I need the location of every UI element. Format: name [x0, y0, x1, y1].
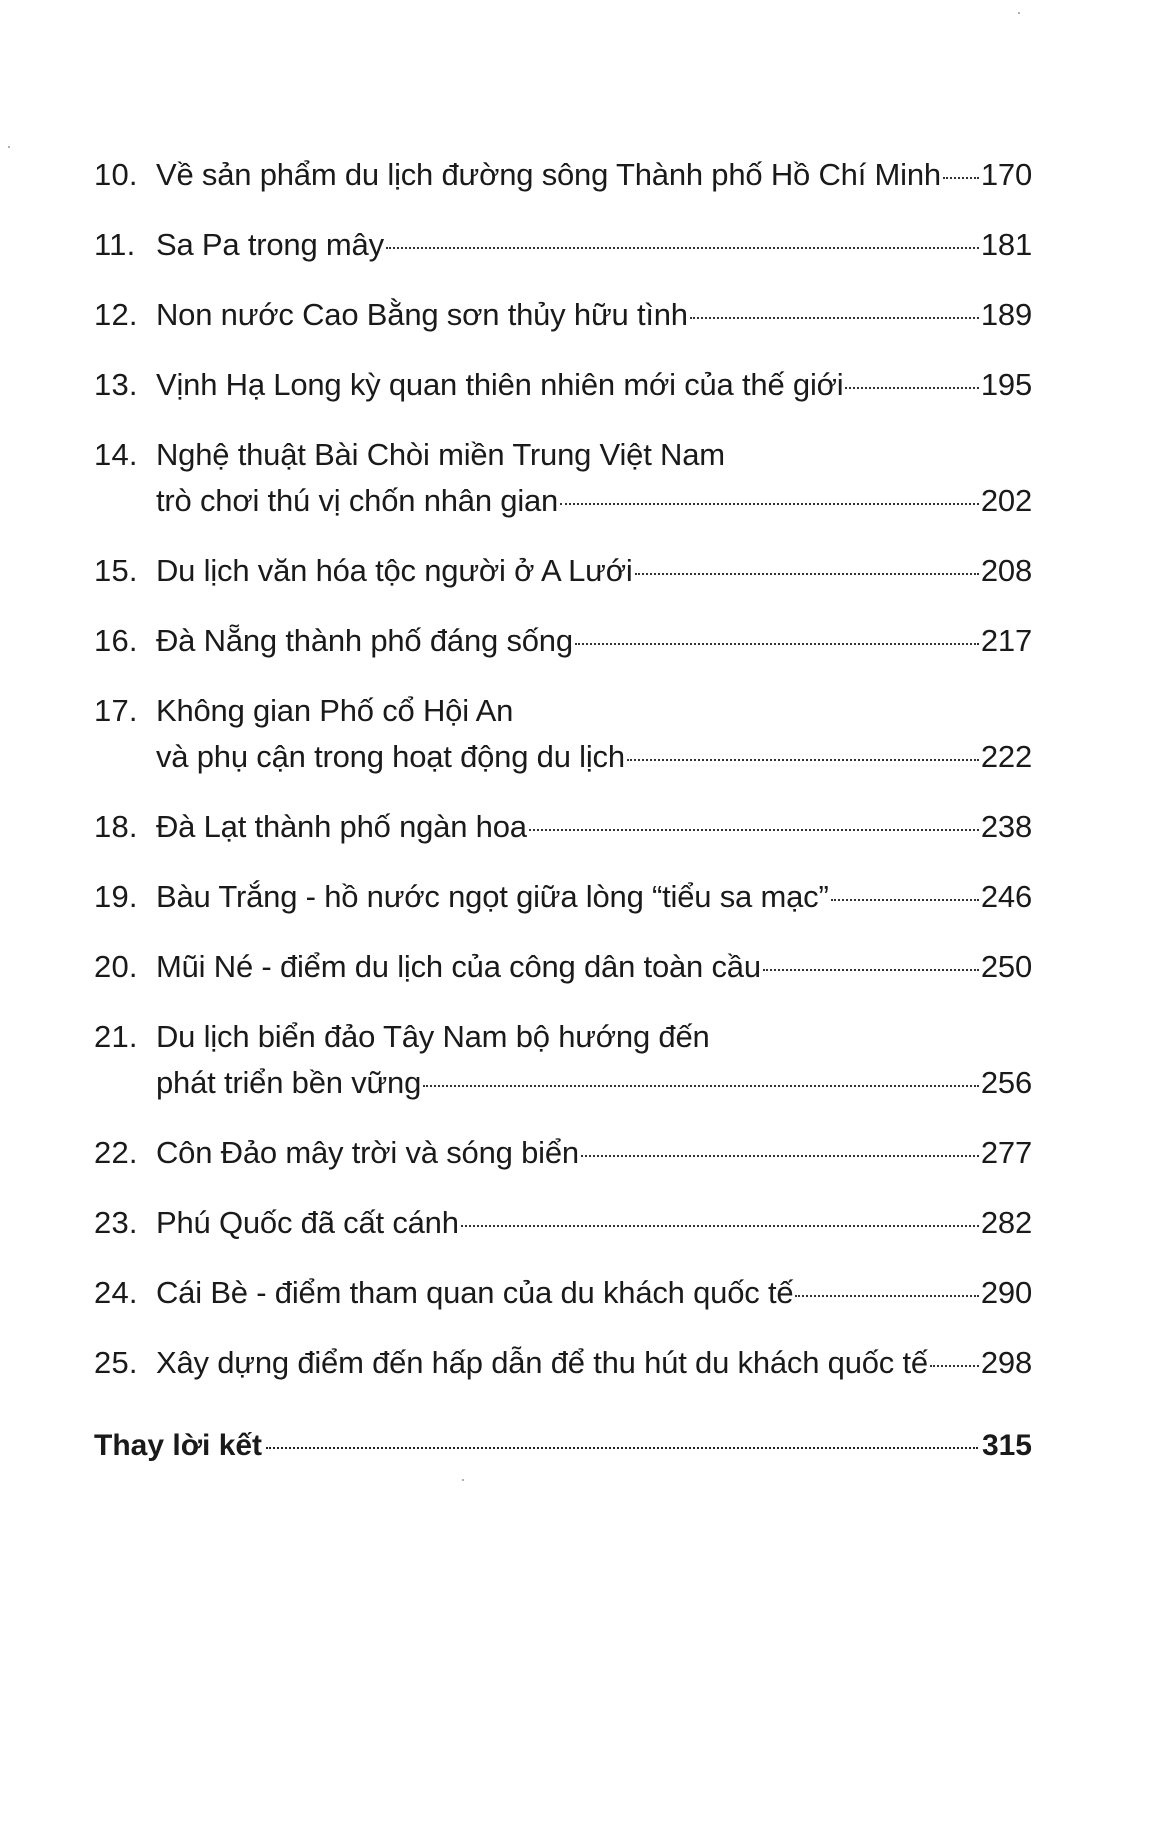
entry-title-block — [156, 1270, 1032, 1316]
toc-entry — [94, 618, 1032, 664]
entry-title-line — [156, 1060, 1032, 1106]
entry-title-text: Vịnh Hạ Long kỳ quan thiên nhiên mới của thế giới — [156, 367, 844, 402]
entry-page-number: 208 — [980, 553, 1032, 588]
entry-page-number: 189 — [980, 297, 1032, 332]
toc-entry — [94, 1340, 1032, 1386]
entry-title-text: Về sản phẩm du lịch đường sông Thành phố Hồ Chí Minh — [156, 157, 941, 192]
toc-entry — [94, 1130, 1032, 1176]
entry-title-text: phát triển bền vững — [156, 1065, 422, 1100]
entry-page-number: 238 — [980, 809, 1032, 844]
closing-title: Thay lời kết — [94, 1429, 263, 1462]
entry-title-line — [156, 1014, 1032, 1060]
entry-page-number: 290 — [980, 1275, 1032, 1310]
entry-number: 18. — [94, 809, 138, 844]
entry-number: 21. — [94, 1019, 138, 1054]
dot-leader — [795, 1291, 978, 1297]
dot-leader — [690, 313, 979, 319]
toc-entry — [94, 222, 1032, 268]
entry-title-block — [156, 944, 1032, 990]
entry-title-text: Non nước Cao Bằng sơn thủy hữu tình — [156, 297, 688, 332]
entry-title-text: và phụ cận trong hoạt động du lịch — [156, 739, 625, 774]
entry-page-number: 298 — [980, 1345, 1032, 1380]
entry-number: 24. — [94, 1275, 138, 1310]
entry-number: 20. — [94, 949, 138, 984]
entry-title-text: Mũi Né - điểm du lịch của công dân toàn cầu — [156, 949, 761, 984]
entry-number: 13. — [94, 367, 138, 402]
paper-speck — [462, 1479, 464, 1481]
entry-number: 17. — [94, 693, 138, 728]
entry-title-text: Sa Pa trong mây — [156, 227, 384, 262]
toc-entry — [94, 548, 1032, 594]
entry-title-line — [156, 618, 1032, 664]
dot-leader — [831, 895, 979, 901]
dot-leader — [581, 1151, 979, 1157]
dot-leader — [560, 499, 979, 505]
entry-title-block — [156, 1340, 1032, 1386]
entry-title-block — [156, 1200, 1032, 1246]
entry-number: 16. — [94, 623, 138, 658]
entry-title-text: Côn Đảo mây trời và sóng biển — [156, 1135, 579, 1170]
entry-title-text: Không gian Phố cổ Hội An — [156, 693, 514, 728]
entry-title-text: Du lịch biển đảo Tây Nam bộ hướng đến — [156, 1019, 710, 1054]
toc-entry — [94, 1270, 1032, 1316]
entry-number: 25. — [94, 1345, 138, 1380]
entry-title-text: Đà Lạt thành phố ngàn hoa — [156, 809, 527, 844]
dot-leader — [943, 173, 979, 179]
dot-leader — [423, 1081, 979, 1087]
entry-title-text: Cái Bè - điểm tham quan của du khách quốc tế — [156, 1275, 794, 1310]
toc-entry — [94, 432, 1032, 524]
entry-page-number: 277 — [980, 1135, 1032, 1170]
entry-title-block — [156, 292, 1032, 338]
entry-title-line — [156, 688, 1032, 734]
entry-page-number: 202 — [980, 483, 1032, 518]
entry-title-text: trò chơi thú vị chốn nhân gian — [156, 483, 559, 518]
dot-leader — [635, 569, 979, 575]
paper-speck — [8, 146, 10, 148]
entry-title-block — [156, 618, 1032, 664]
dot-leader — [529, 825, 979, 831]
entry-title-line — [156, 1340, 1032, 1386]
entry-title-line — [156, 1130, 1032, 1176]
table-of-contents — [94, 152, 1032, 1410]
entry-title-line — [156, 944, 1032, 990]
entry-number: 19. — [94, 879, 138, 914]
toc-closing-entry — [94, 1424, 1032, 1468]
entry-title-line — [156, 1270, 1032, 1316]
toc-entry — [94, 804, 1032, 850]
entry-page-number: 256 — [980, 1065, 1032, 1100]
entry-number: 11. — [94, 227, 136, 262]
entry-title-line — [156, 292, 1032, 338]
entry-title-block — [156, 1130, 1032, 1176]
entry-page-number: 246 — [980, 879, 1032, 914]
entry-title-line — [156, 734, 1032, 780]
entry-title-line — [156, 222, 1032, 268]
dot-leader — [575, 639, 979, 645]
entry-number: 12. — [94, 297, 138, 332]
entry-page-number: 195 — [980, 367, 1032, 402]
toc-entry — [94, 688, 1032, 780]
toc-entry — [94, 1014, 1032, 1106]
entry-title-text: Nghệ thuật Bài Chòi miền Trung Việt Nam — [156, 437, 725, 472]
entry-title-block — [156, 548, 1032, 594]
dot-leader — [461, 1221, 979, 1227]
entry-title-text: Bàu Trắng - hồ nước ngọt giữa lòng “tiểu sa mạc” — [156, 879, 829, 914]
entry-title-block — [156, 432, 1032, 524]
entry-page-number: 217 — [980, 623, 1032, 658]
entry-title-block — [156, 152, 1032, 198]
entry-title-block — [156, 804, 1032, 850]
toc-entry — [94, 292, 1032, 338]
toc-entry — [94, 944, 1032, 990]
entry-title-text: Xây dựng điểm đến hấp dẫn để thu hút du khách quốc tế — [156, 1345, 928, 1380]
dot-leader — [763, 965, 979, 971]
entry-page-number: 170 — [980, 157, 1032, 192]
entry-page-number: 282 — [980, 1205, 1032, 1240]
entry-title-line — [156, 804, 1032, 850]
entry-number: 15. — [94, 553, 138, 588]
dot-leader — [266, 1443, 978, 1449]
closing-page-number: 315 — [981, 1429, 1032, 1462]
dot-leader — [627, 755, 979, 761]
toc-entry — [94, 152, 1032, 198]
toc-entry — [94, 362, 1032, 408]
dot-leader — [845, 383, 978, 389]
entry-title-block — [156, 874, 1032, 920]
entry-title-text: Đà Nẵng thành phố đáng sống — [156, 623, 573, 658]
toc-entry — [94, 1200, 1032, 1246]
entry-title-block — [156, 362, 1032, 408]
dot-leader — [930, 1361, 979, 1367]
entry-number: 10. — [94, 157, 138, 192]
entry-number: 14. — [94, 437, 138, 472]
entry-title-text: Phú Quốc đã cất cánh — [156, 1205, 459, 1240]
entry-title-text: Du lịch văn hóa tộc người ở A Lưới — [156, 553, 633, 588]
entry-title-block — [156, 1014, 1032, 1106]
paper-speck — [1018, 12, 1020, 14]
entry-title-line — [156, 432, 1032, 478]
entry-title-block — [156, 222, 1032, 268]
entry-number: 22. — [94, 1135, 138, 1170]
entry-title-line — [156, 1200, 1032, 1246]
entry-page-number: 250 — [980, 949, 1032, 984]
toc-entry — [94, 874, 1032, 920]
entry-number: 23. — [94, 1205, 138, 1240]
dot-leader — [386, 243, 979, 249]
entry-title-line — [156, 478, 1032, 524]
entry-title-line — [156, 152, 1032, 198]
entry-title-line — [156, 874, 1032, 920]
entry-page-number: 181 — [980, 227, 1032, 262]
entry-title-line — [156, 362, 1032, 408]
entry-title-block — [156, 688, 1032, 780]
entry-page-number: 222 — [980, 739, 1032, 774]
entry-title-line — [156, 548, 1032, 594]
